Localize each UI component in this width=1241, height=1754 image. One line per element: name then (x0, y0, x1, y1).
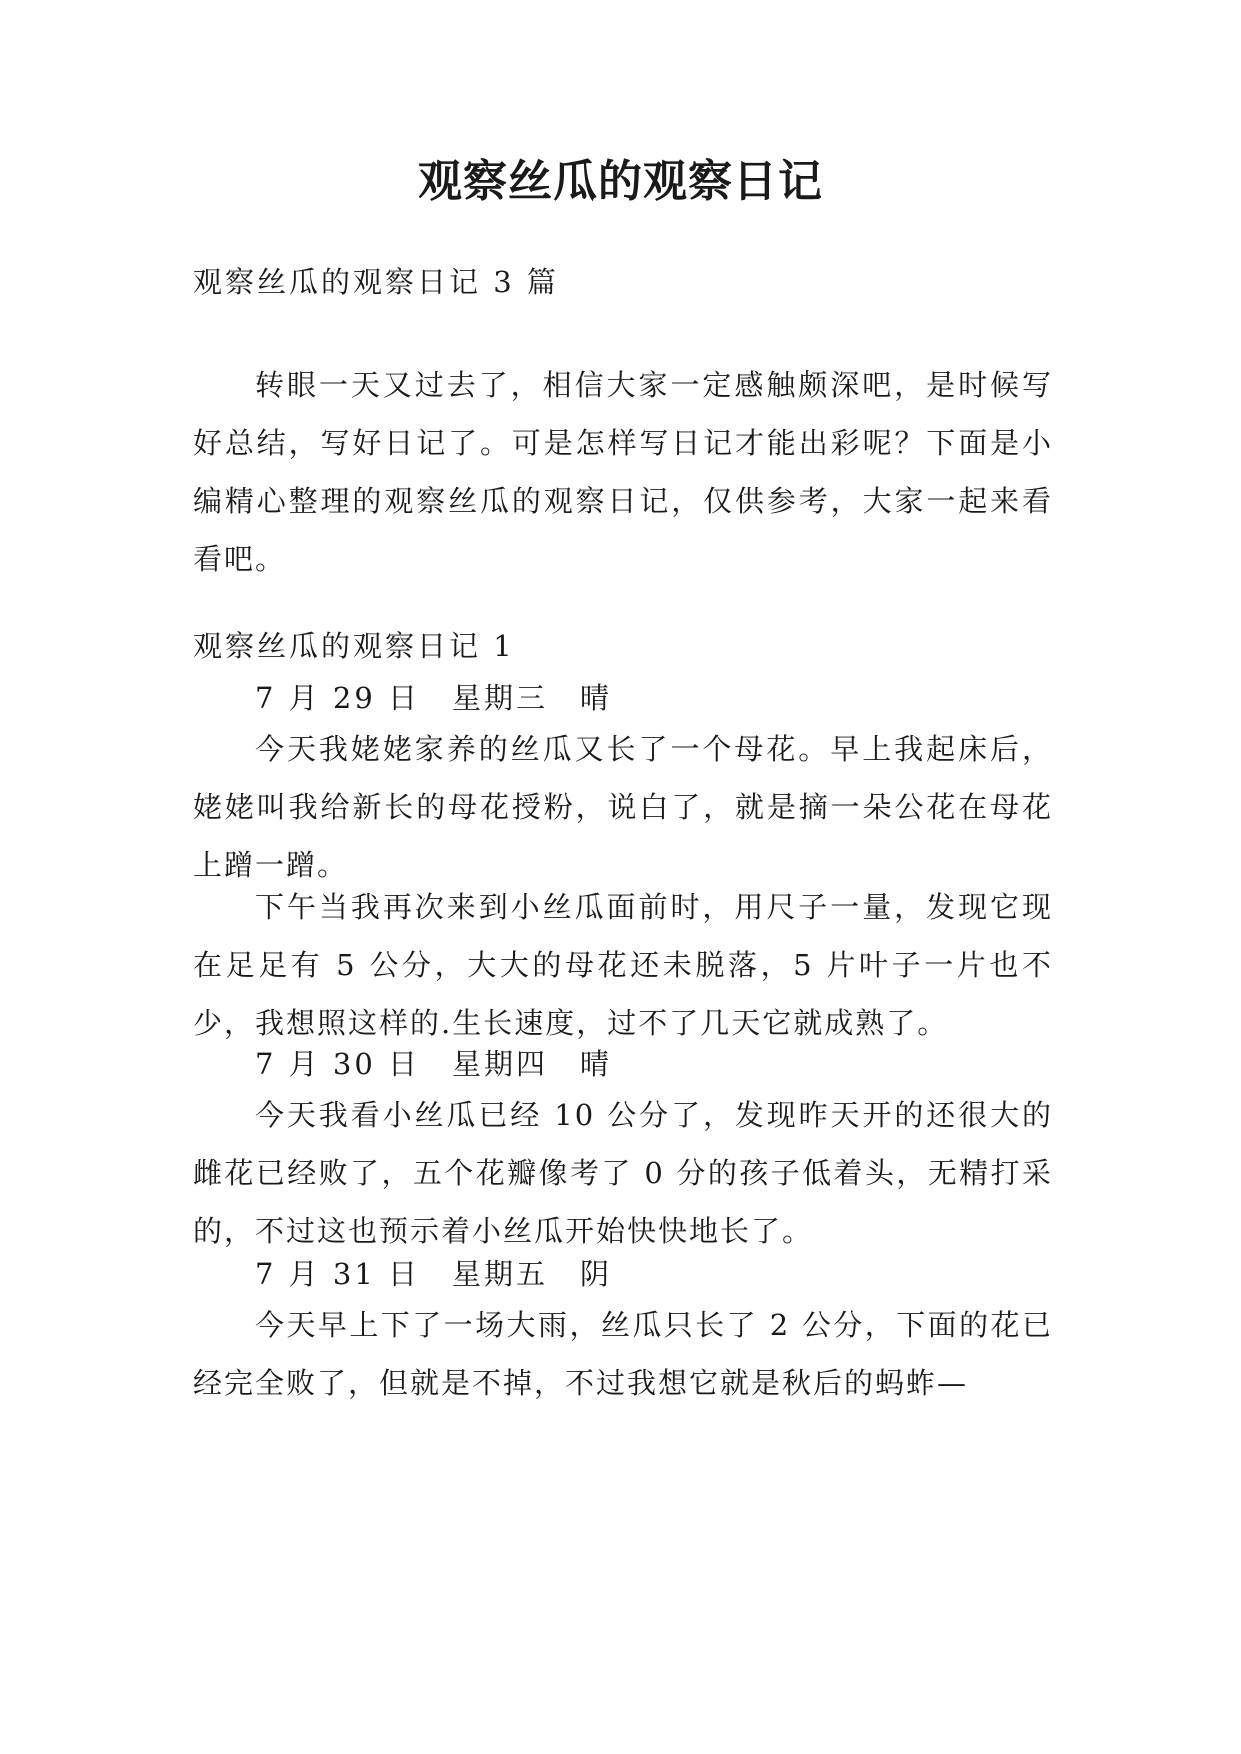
entry-paragraph: 今天我看小丝瓜已经 10 公分了，发现昨天开的还很大的雌花已经败了，五个花瓣像考了 0 分的孩子低着头，无精打采的，不过这也预示着小丝瓜开始快快地长了。 (193, 1098, 1053, 1248)
document-title: 观察丝瓜的观察日记 (418, 156, 823, 207)
entry-date: 7 月 30 日 星期四 晴 (255, 1047, 613, 1081)
entry-paragraph: 今天我姥姥家养的丝瓜又长了一个母花。早上我起床后，姥姥叫我给新长的母花授粉，说白了，就是摘一朵公花在母花上蹭一蹭。 (193, 732, 1053, 882)
document-subtitle: 观察丝瓜的观察日记 3 篇 (193, 265, 559, 299)
entry-date: 7 月 29 日 星期三 晴 (255, 681, 613, 715)
entry-paragraph: 今天早上下了一场大雨，丝瓜只长了 2 公分，下面的花已经完全败了，但就是不掉，不过我想它就是秋后的蚂蚱— (193, 1308, 1053, 1400)
section-heading: 观察丝瓜的观察日记 1 (193, 629, 515, 663)
entry-paragraph: 下午当我再次来到小丝瓜面前时，用尺子一量，发现它现在足足有 5 公分，大大的母花还未脱落，5 片叶子一片也不少，我想照这样的.生长速度，过不了几天它就成熟了。 (193, 890, 1053, 1040)
intro-paragraph: 转眼一天又过去了，相信大家一定感触颇深吧，是时候写好总结，写好日记了。可是怎样写日记才能出彩呢？下面是小编精心整理的观察丝瓜的观察日记，仅供参考，大家一起来看看吧。 (193, 368, 1053, 576)
entry-date: 7 月 31 日 星期五 阴 (255, 1257, 613, 1291)
